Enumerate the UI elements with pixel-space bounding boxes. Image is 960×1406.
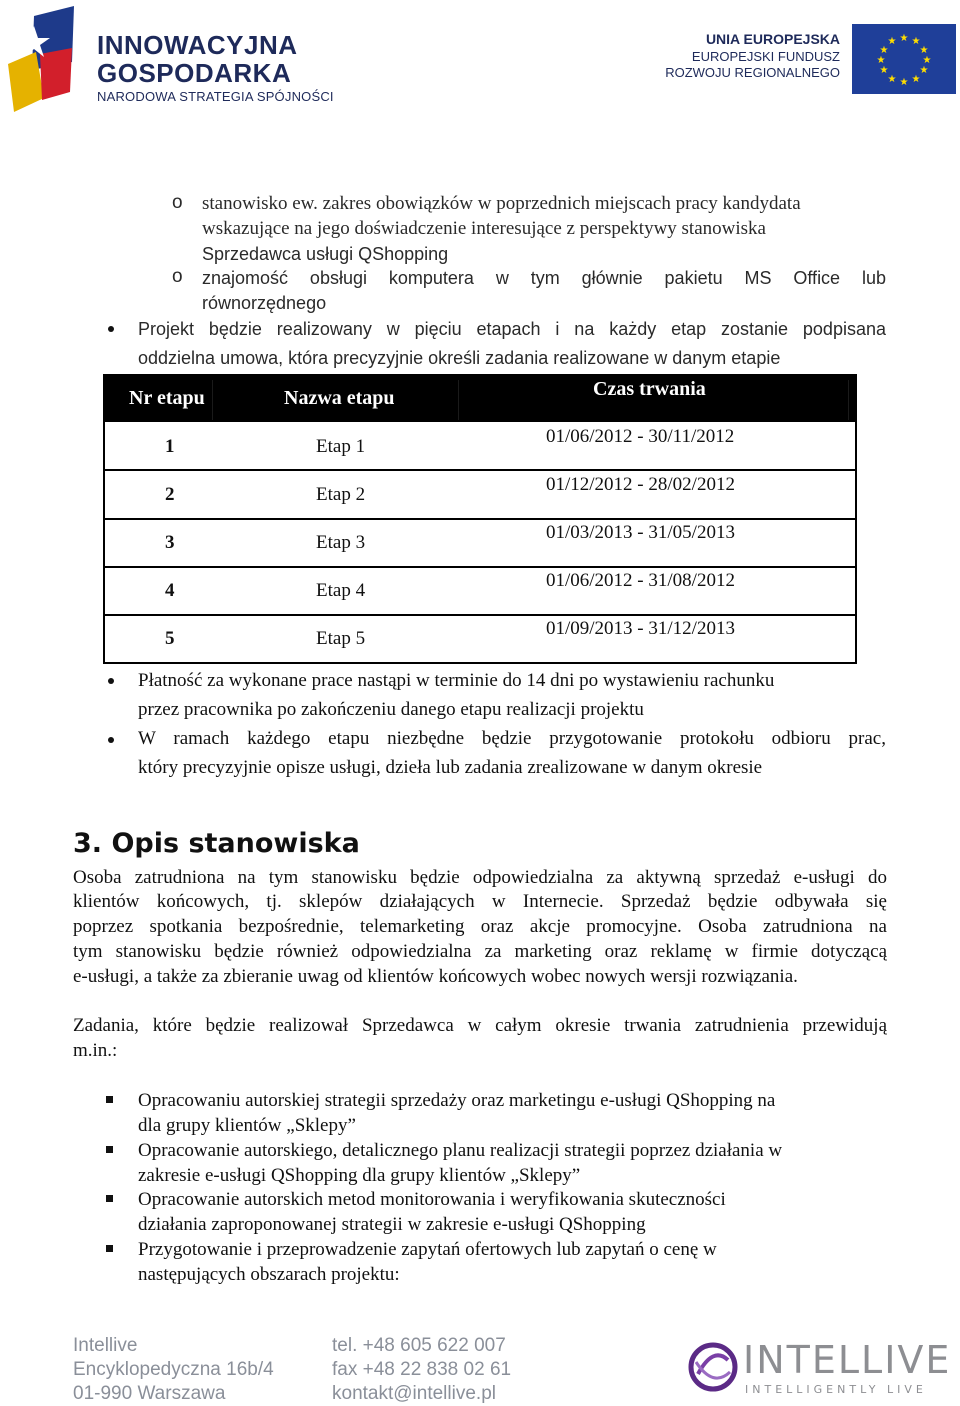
- task-2-line1: Opracowanie autorskiego, detalicznego planu realizacji strategii poprzez działania w: [138, 1140, 783, 1161]
- table-row-1-nazwa: Etap 1: [316, 436, 366, 457]
- svg-text:★: ★: [887, 36, 897, 47]
- svg-text:★: ★: [911, 36, 921, 47]
- intellive-logo-icon: [684, 1338, 742, 1396]
- protocol-line2: który precyzyjnie opisze usługi, dzieła lub zadania zrealizowane w danym okresie: [138, 757, 763, 778]
- para2-line2: m.in.:: [73, 1040, 118, 1061]
- section-title: 3. Opis stanowiska: [73, 828, 360, 859]
- eu-logo-line1: UNIA EUROPEJSKA: [705, 31, 840, 47]
- table-row-1-nr: 1: [165, 436, 175, 457]
- svg-text:★: ★: [876, 55, 886, 66]
- sub-bullet-2-line1: znajomość obsługi komputera w tym głównie pakietu MS Office lub: [202, 268, 886, 288]
- sub-bullet-2-line2: równorzędnego: [202, 293, 327, 313]
- footer-phone: tel. +48 605 622 007: [332, 1335, 506, 1356]
- table-row-5-nr: 5: [165, 628, 175, 649]
- intellive-logo-tagline: INTELLIGENTLY LIVE: [745, 1383, 927, 1396]
- table-row-5-czas: 01/09/2013 - 31/12/2013: [546, 618, 735, 639]
- table-header-nazwa: Nazwa etapu: [284, 387, 395, 409]
- task-4-line2: następujących obszarach projektu:: [138, 1264, 400, 1285]
- svg-text:★: ★: [887, 74, 897, 85]
- para2-line1: Zadania, które będzie realizował Sprzedawca w całym okresie trwania zatrudnienia przewidują: [73, 1015, 887, 1036]
- innowacyjna-gospodarka-logo: [4, 4, 344, 114]
- task-3-line2: działania zaproponowanej strategii w zakresie e-usługi QShopping: [138, 1214, 646, 1235]
- task-1-line1: Opracowaniu autorskiej strategii sprzedaży oraz marketingu e-usługi QShopping na: [138, 1090, 776, 1111]
- payment-line1: Płatność za wykonane prace nastąpi w terminie do 14 dni po wystawieniu rachunku: [138, 670, 775, 691]
- task-3-line1: Opracowanie autorskich metod monitorowania i weryfikowania skuteczności: [138, 1189, 726, 1210]
- payment-line2: przez pracownika po zakończeniu danego etapu realizacji projektu: [138, 699, 644, 720]
- logo-line-gospodarka: GOSPODARKA: [97, 58, 292, 88]
- table-row-4-nr: 4: [165, 580, 175, 601]
- table-row-divider: [103, 566, 857, 568]
- para1-line4: tym stanowisku będzie również odpowiedzialna za marketing oraz reklamę w firmie dotyczącą: [73, 941, 887, 962]
- table-header: [103, 374, 857, 422]
- eu-logo-line3: ROZWOJU REGIONALNEGO: [665, 65, 840, 80]
- table-row-3-czas: 01/03/2013 - 31/05/2013: [546, 522, 735, 543]
- square-bullet: [106, 1245, 113, 1252]
- svg-text:★: ★: [919, 45, 929, 56]
- table-row-2-nazwa: Etap 2: [316, 484, 366, 505]
- task-1-line2: dla grupy klientów „Sklepy”: [138, 1115, 356, 1136]
- innowacyjna-flag-icon: [4, 4, 94, 114]
- table-header-czas: Czas trwania: [593, 378, 706, 400]
- table-row-3-nr: 3: [165, 532, 175, 553]
- eu-flag-icon: [852, 24, 956, 94]
- para1-line3: poprzez spotkania bezpośrednie, telemarketing oraz akcje promocyjne. Osoba zatrudniona na: [73, 916, 887, 937]
- table-row-2-czas: 01/12/2012 - 28/02/2012: [546, 474, 735, 495]
- table-row-2-nr: 2: [165, 484, 175, 505]
- projekt-line1: Projekt będzie realizowany w pięciu etapach i na każdy etap zostanie podpisana: [138, 319, 886, 339]
- table-row-divider: [103, 518, 857, 520]
- square-bullet: [106, 1195, 113, 1202]
- intellive-logo-word: INTELLIVE: [743, 1338, 952, 1382]
- svg-text:★: ★: [911, 74, 921, 85]
- table-row-5-nazwa: Etap 5: [316, 628, 366, 649]
- footer-city: 01-990 Warszawa: [73, 1383, 226, 1404]
- table-header-nr: Nr etapu: [129, 387, 205, 409]
- square-bullet: [106, 1096, 113, 1103]
- sub-bullet-marker: o: [172, 192, 183, 213]
- bullet-dot: [108, 326, 114, 332]
- svg-text:★: ★: [899, 33, 909, 44]
- bullet-dot: [108, 678, 114, 684]
- table-row-4-czas: 01/06/2012 - 31/08/2012: [546, 570, 735, 591]
- eu-logo-line2: EUROPEJSKI FUNDUSZ: [691, 49, 840, 64]
- svg-text:★: ★: [899, 77, 909, 88]
- table-header-divider: [458, 380, 459, 420]
- protocol-line1: W ramach każdego etapu niezbędne będzie przygotowanie protokołu odbioru prac,: [138, 728, 886, 749]
- footer-fax: fax +48 22 838 02 61: [332, 1359, 512, 1380]
- svg-text:★: ★: [879, 45, 889, 56]
- logo-line-strategia: NARODOWA STRATEGIA SPÓJNOŚCI: [97, 89, 334, 104]
- para1-line1: Osoba zatrudniona na tym stanowisku będzie odpowiedzialna za aktywną sprzedaż e-usługi do: [73, 867, 887, 888]
- footer-street: Encyklopedyczna 16b/4: [73, 1359, 274, 1380]
- para1-line5: e-usługi, a także za zbieranie uwag od klientów końcowych wobec nowych wersji rozwiązania.: [73, 966, 798, 987]
- svg-text:★: ★: [879, 65, 889, 76]
- svg-text:★: ★: [922, 55, 932, 66]
- footer-company: Intellive: [73, 1335, 138, 1356]
- table-row-3-nazwa: Etap 3: [316, 532, 366, 553]
- sub-bullet-1-line1: stanowisko ew. zakres obowiązków w poprzednich miejscach pracy kandydata: [202, 193, 801, 214]
- table-header-divider: [848, 380, 849, 420]
- logo-line-innowacyjna: INNOWACYJNA: [97, 30, 298, 60]
- sub-bullet-marker: o: [172, 266, 183, 287]
- table-row-divider: [103, 469, 857, 471]
- projekt-line2: oddzielna umowa, która precyzyjnie określi zadania realizowane w danym etapie: [138, 348, 781, 368]
- footer-email: kontakt@intellive.pl: [332, 1383, 496, 1404]
- sub-bullet-1-line2: wskazujące na jego doświadczenie interesujące z perspektywy stanowiska: [202, 218, 766, 239]
- para1-line2: klientów końcowych, tj. sklepów działających w Internecie. Sprzedaż będzie odbywała się: [73, 891, 887, 912]
- sub-bullet-1-line3: Sprzedawca usługi QShopping: [202, 244, 449, 264]
- table-header-divider: [212, 380, 213, 420]
- table-row-1-czas: 01/06/2012 - 30/11/2012: [546, 426, 735, 447]
- table-body: [103, 422, 857, 664]
- bullet-dot: [108, 737, 114, 743]
- svg-text:★: ★: [919, 65, 929, 76]
- table-row-4-nazwa: Etap 4: [316, 580, 366, 601]
- task-2-line2: zakresie e-usługi QShopping dla grupy klientów „Sklepy”: [138, 1165, 581, 1186]
- square-bullet: [106, 1146, 113, 1153]
- task-4-line1: Przygotowanie i przeprowadzenie zapytań ofertowych lub zapytań o cenę w: [138, 1239, 717, 1260]
- table-row-divider: [103, 614, 857, 616]
